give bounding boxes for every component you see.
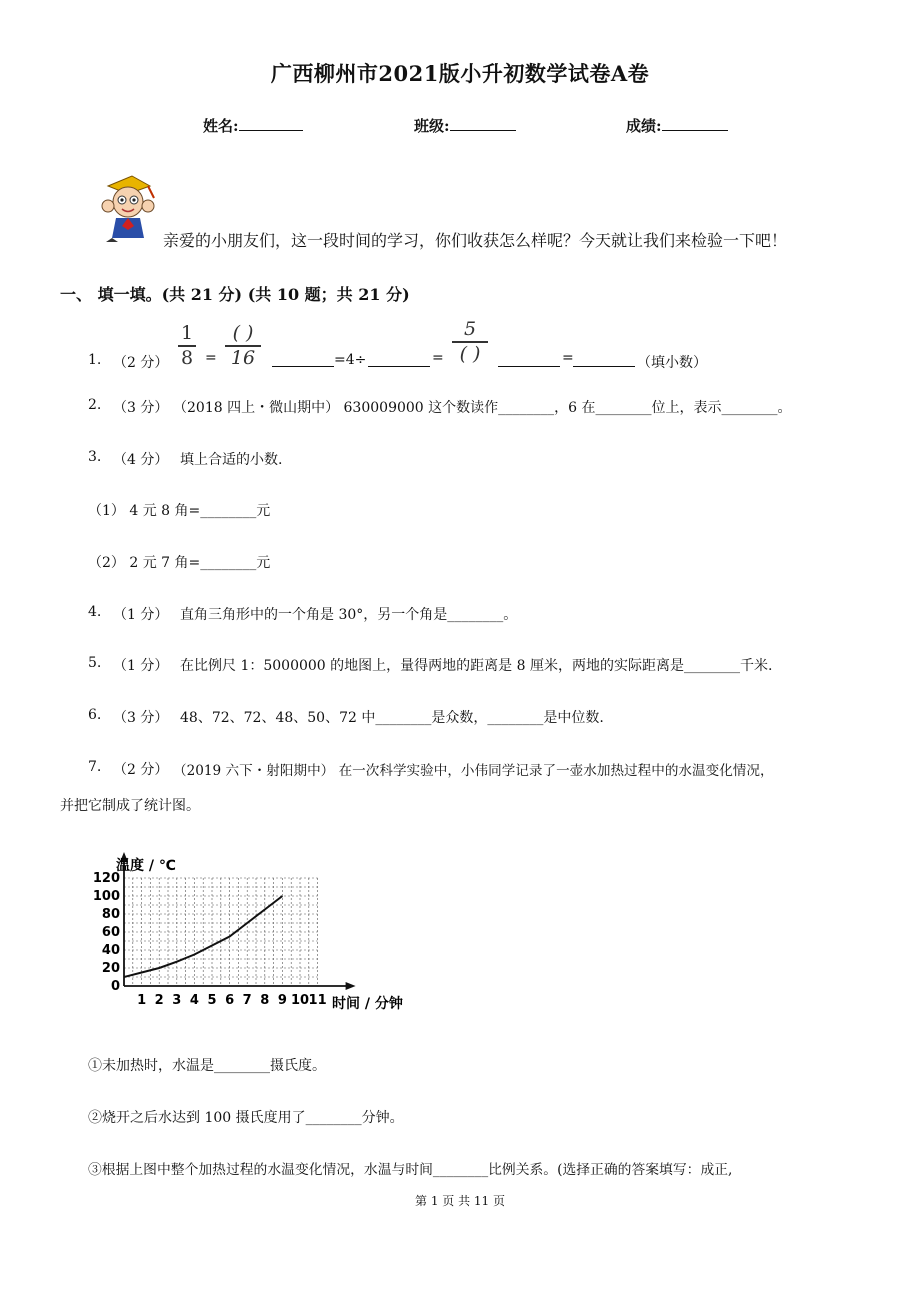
class-blank[interactable] <box>450 115 516 131</box>
y-tick-label: 100 <box>92 889 120 904</box>
x-axis-arrow <box>346 982 356 990</box>
q4-score: （1 分） <box>113 607 169 623</box>
y-tick-label: 0 <box>110 979 120 994</box>
mascot-image <box>88 168 168 244</box>
chart-ticks <box>93 871 327 1008</box>
x-tick-label: 2 <box>154 993 164 1008</box>
q1-number: 1. <box>88 352 102 368</box>
q1-fraction-2 <box>225 324 261 368</box>
q6-text: 48、72、72、48、50、72 中________是众数，________是中位数. <box>180 710 604 726</box>
x-tick-label: 4 <box>189 993 199 1008</box>
q5-score: （1 分） <box>113 658 169 674</box>
name-label: 姓名: <box>203 117 239 135</box>
q1-text-end: （填小数） <box>637 355 707 371</box>
q3-number: 3. <box>88 449 102 465</box>
score-blank[interactable] <box>662 115 728 131</box>
q2-number: 2. <box>88 397 102 413</box>
q1-frac1-denominator: 8 <box>180 347 194 369</box>
y-tick-label: 60 <box>101 925 120 940</box>
q3-sub2: （2） 2 元 7 角=________元 <box>88 555 271 571</box>
x-tick-label: 1 <box>137 993 147 1008</box>
q7-score: （2 分） <box>113 762 169 778</box>
q1-blank-2[interactable] <box>368 351 430 367</box>
q7-text-line1: （2019 六下・射阳期中） 在一次科学实验中，小伟同学记录了一壶水加热过程中的水温变化情况， <box>173 763 774 779</box>
q7-sub2: ②烧开之后水达到 100 摄氏度用了________分钟。 <box>88 1110 404 1126</box>
q1-fraction-3 <box>452 320 488 364</box>
q1-frac2-numerator: ( ) <box>232 322 254 344</box>
q1-equals-2: = <box>432 350 444 366</box>
q7-text-line2: 并把它制成了统计图。 <box>60 798 200 814</box>
x-tick-label: 8 <box>260 993 270 1008</box>
x-tick-label: 9 <box>277 993 287 1008</box>
q3-score: （4 分） <box>113 452 169 468</box>
q5-text: 在比例尺 1：5000000 的地图上，量得两地的距离是 8 厘米，两地的实际距离是________千米. <box>180 658 773 674</box>
q3-sub1: （1） 4 元 8 角=________元 <box>88 503 271 519</box>
q1-frac1-numerator: 1 <box>180 322 194 344</box>
x-tick-label: 3 <box>172 993 182 1008</box>
y-tick-label: 20 <box>101 961 120 976</box>
q1-text-mid: =4÷ <box>334 352 367 368</box>
x-tick-label: 7 <box>242 993 252 1008</box>
q2-score: （3 分） <box>113 400 169 416</box>
score-label: 成绩: <box>626 117 662 135</box>
chart-y-axis-label: 温度 / ℃ <box>116 858 176 874</box>
chart-x-axis-label: 时间 / 分钟 <box>332 996 403 1012</box>
q3-text: 填上合适的小数. <box>180 452 283 468</box>
q5-number: 5. <box>88 655 102 671</box>
page-footer: 第 1 页 共 11 页 <box>415 1194 505 1208</box>
q7-sub1: ①未加热时，水温是________摄氏度。 <box>88 1058 326 1074</box>
y-tick-label: 80 <box>101 907 120 922</box>
q1-frac3-numerator: 5 <box>463 318 477 340</box>
q1-equals-1: = <box>205 350 217 366</box>
q1-blank-4[interactable] <box>573 351 635 367</box>
y-tick-label: 120 <box>92 871 120 886</box>
x-tick-label: 6 <box>225 993 235 1008</box>
q1-equals-3: = <box>562 350 574 366</box>
q6-score: （3 分） <box>113 710 169 726</box>
x-tick-label: 11 <box>308 993 327 1008</box>
page-title: 广西柳州市2021版小升初数学试卷A卷 <box>270 61 650 86</box>
q6-number: 6. <box>88 707 102 723</box>
score-field <box>626 115 728 136</box>
class-field <box>414 115 516 136</box>
temperature-line-chart <box>92 850 432 1020</box>
q7-number: 7. <box>88 759 102 775</box>
series-line <box>124 896 282 977</box>
x-tick-label: 10 <box>290 993 310 1008</box>
q4-number: 4. <box>88 604 102 620</box>
q7-sub3: ③根据上图中整个加热过程的水温变化情况，水温与时间________比例关系。(选择正确的答案填写：成正, <box>88 1162 733 1178</box>
q2-text: （2018 四上・微山期中） 630009000 这个数读作________，6 在________位上，表示________。 <box>173 400 792 416</box>
q1-blank-1[interactable] <box>272 351 334 367</box>
class-label: 班级: <box>414 117 450 135</box>
x-tick-label: 5 <box>207 993 217 1008</box>
name-blank[interactable] <box>239 115 303 131</box>
chart-series <box>124 896 282 977</box>
q4-text: 直角三角形中的一个角是 30°，另一个角是________。 <box>180 607 518 623</box>
q1-frac3-denominator: ( ) <box>459 343 481 365</box>
y-tick-label: 40 <box>101 943 120 958</box>
q1-fraction-1 <box>178 324 196 368</box>
q1-blank-3[interactable] <box>498 351 560 367</box>
q1-frac2-denominator: 16 <box>230 347 256 369</box>
q1-score: （2 分） <box>113 355 169 371</box>
greeting-text: 亲爱的小朋友们，这一段时间的学习，你们收获怎么样呢？今天就让我们来检验一下吧！ <box>163 231 788 250</box>
section-title: 一、 填一填。(共 21 分) (共 10 题；共 21 分) <box>60 285 410 304</box>
name-field <box>203 115 303 136</box>
